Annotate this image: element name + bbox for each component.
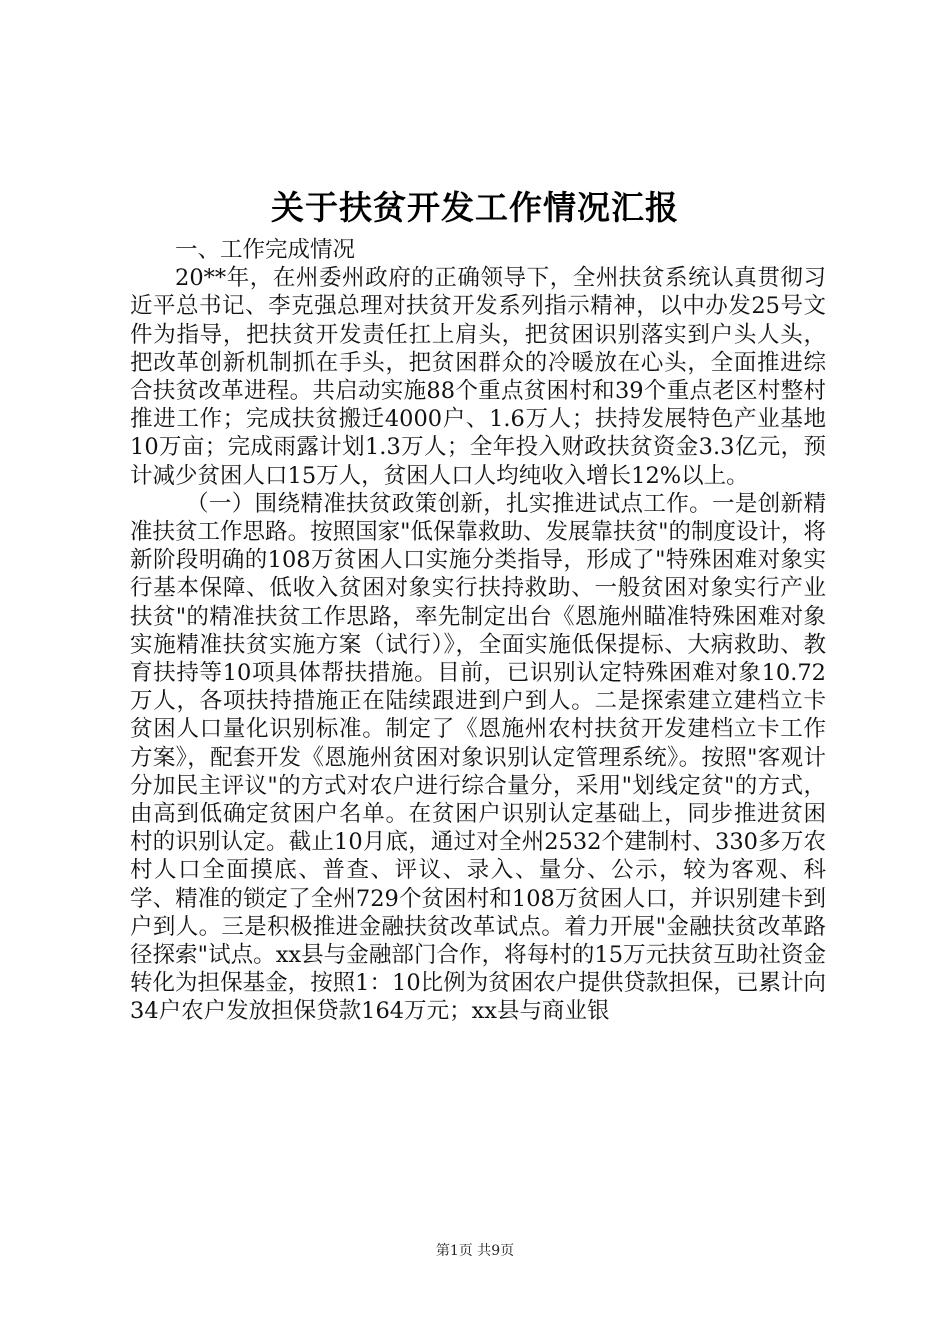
paragraph-subsection-1: （一）围绕精准扶贫政策创新，扎实推进试点工作。一是创新精准扶贫工作思路。按照国家"低保靠救助、发展靠扶贫"的制度设计，将新阶段明确的108万贫困人口实施分类指导，形成了"特殊困难对象实行基本保障、低收入贫困对象实行扶持救助、一般贫困对象实行产业扶贫"的精准扶贫工作思路，率先制定出台《恩施州瞄准特殊困难对象实施精准扶贫实施方案（试行）》，全面实施低保提标、大病救助、教育扶持等10项具体帮扶措施。目前，已识别认定特殊困难对象10.72万人，各项扶持措施正在陆续跟进到户到人。二是探索建立建档立卡贫困人口量化识别标准。制定了《恩施州农村扶贫开发建档立卡工作方案》，配套开发《恩施州贫困对象识别认定管理系统》。按照"客观计分加民主评议"的方式对农户进行综合量分，采用"划线定贫"的方式，由高到低确定贫困户名单。在贫困户识别认定基础上，同步推进贫困村的识别认定。截止10月底，通过对全州2532个建制村、330多万农村人口全面摸底、普查、评议、录入、量分、公示，较为客观、科学、精准的锁定了全州729个贫困村和108万贫困人口，并识别建卡到户到人。三是积极推进金融扶贫改革试点。着力开展"金融扶贫改革路径探索"试点。xx县与金融部门合作，将每村的15万元扶贫互助社资金转化为担保基金，按照1：10比例为贫困农户提供贷款担保，已累计向34户农户发放担保贷款164万元；xx县与商业银 xyxy=(130,490,826,1025)
section-heading: 一、工作完成情况 xyxy=(175,237,356,263)
page-footer: 第1页 共9页 xyxy=(435,1243,515,1259)
document-title: 关于扶贫开发工作情况汇报 xyxy=(271,188,679,227)
document-body xyxy=(130,236,826,1026)
paragraph-summary: 20**年，在州委州政府的正确领导下，全州扶贫系统认真贯彻习近平总书记、李克强总理对扶贫开发系列指示精神，以中办发25号文件为指导，把扶贫开发责任扛上肩头，把贫困识别落实到户头人头，把改革创新机制抓在手头，把贫困群众的冷暖放在心头，全面推进综合扶贫改革进程。共启动实施88个重点贫困村和39个重点老区村整村推进工作；完成扶贫搬迁4000户、1.6万人；扶持发展特色产业基地10万亩；完成雨露计划1.3万人；全年投入财政扶贫资金3.3亿元，预计减少贫困人口15万人，贫困人口人均纯收入增长12%以上。 xyxy=(130,265,826,489)
